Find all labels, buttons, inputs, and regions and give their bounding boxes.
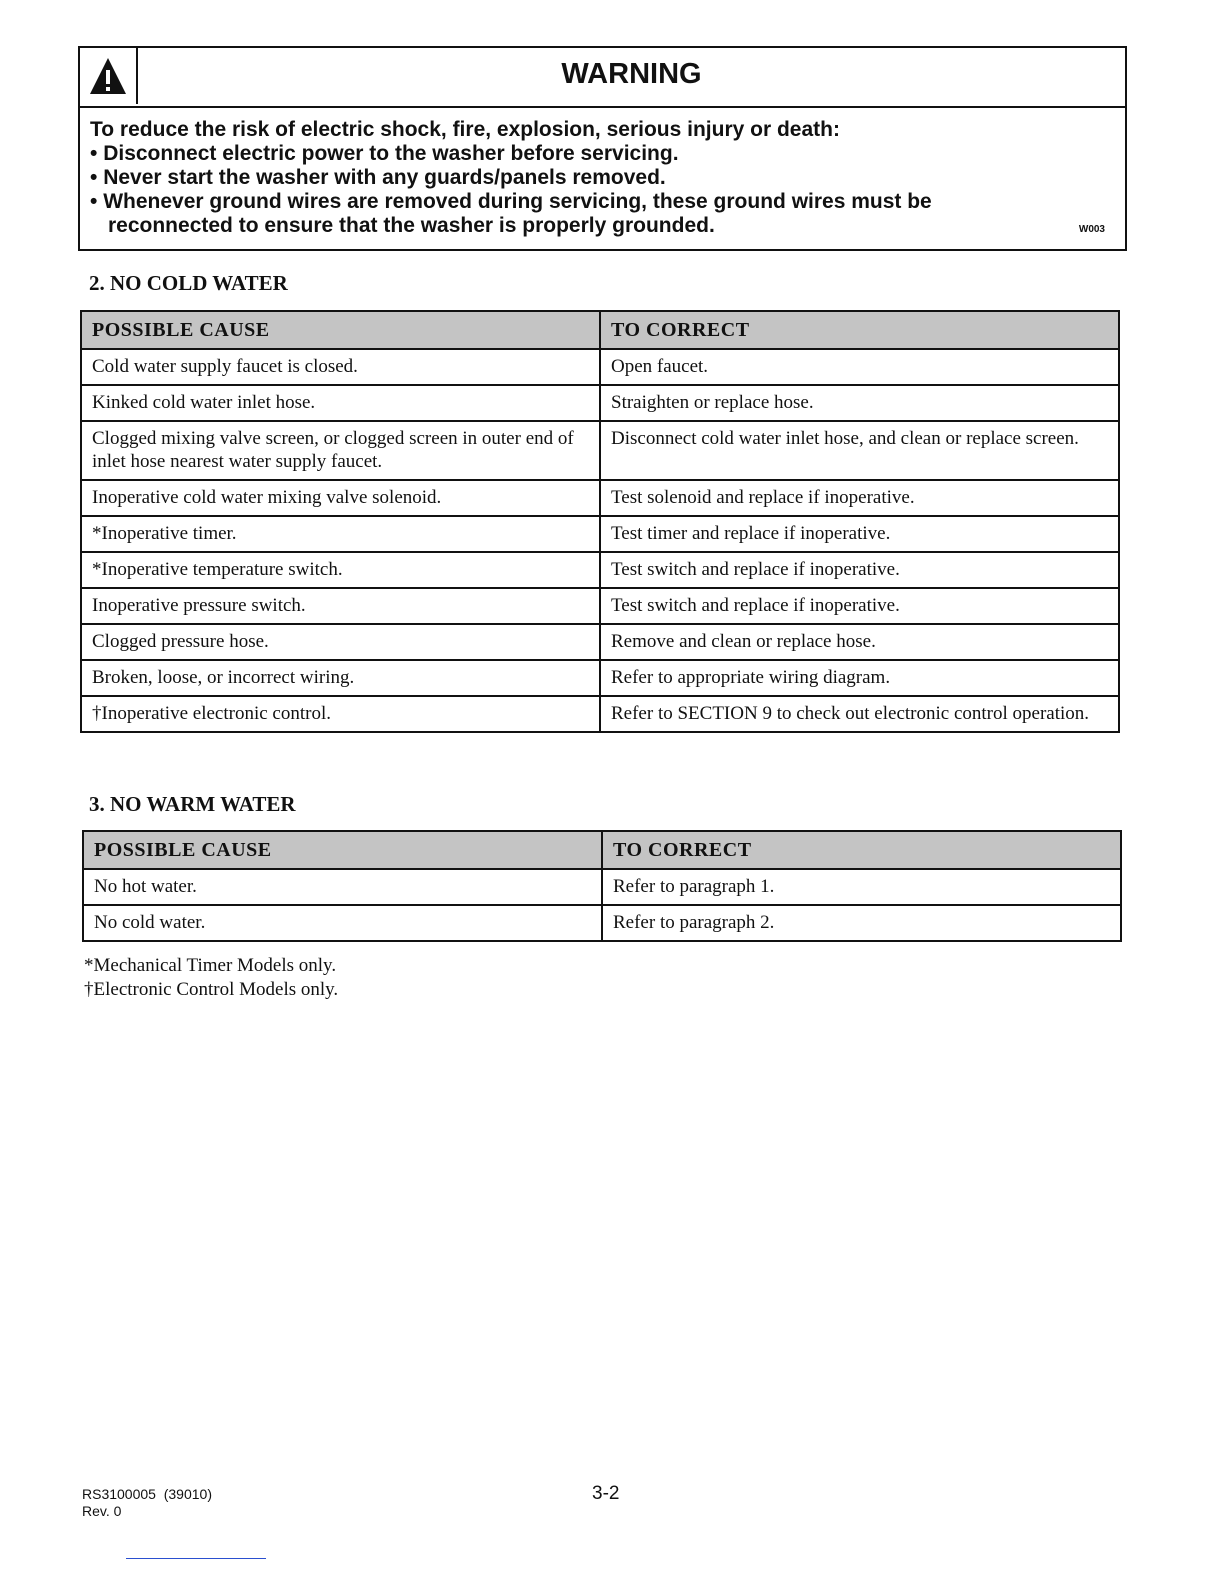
bullet-mark: • (90, 166, 98, 189)
footnote-mechanical-timer: *Mechanical Timer Models only. (84, 955, 337, 976)
correct-cell: Refer to paragraph 1. (602, 869, 1121, 905)
warning-bullet (90, 190, 1115, 238)
footnotes (84, 954, 338, 1002)
correct-cell: Refer to SECTION 9 to check out electronic control operation. (600, 696, 1119, 732)
cause-cell: †Inoperative electronic control. (81, 696, 600, 732)
warning-bullet-text: Disconnect electric power to the washer before servicing. (103, 142, 679, 165)
column-header-possible-cause: POSSIBLE CAUSE (83, 831, 602, 869)
warning-body (90, 118, 1115, 238)
table-row (81, 421, 1119, 480)
column-header-to-correct: TO CORRECT (600, 311, 1119, 349)
cause-cell: Clogged mixing valve screen, or clogged screen in outer end of inlet hose nearest water supply faucet. (81, 421, 600, 480)
table-row (81, 624, 1119, 660)
table-header-row (81, 311, 1119, 349)
correct-cell: Disconnect cold water inlet hose, and clean or replace screen. (600, 421, 1119, 480)
column-header-to-correct: TO CORRECT (602, 831, 1121, 869)
warning-bullet (90, 142, 1115, 166)
bottom-rule-divider (126, 1558, 266, 1559)
cause-cell: Inoperative pressure switch. (81, 588, 600, 624)
warning-bullet-continuation: reconnected to ensure that the washer is properly grounded. (108, 214, 715, 237)
correct-cell: Refer to appropriate wiring diagram. (600, 660, 1119, 696)
cause-cell: Inoperative cold water mixing valve solenoid. (81, 480, 600, 516)
table-row (81, 349, 1119, 385)
table-no-cold-water (80, 310, 1120, 733)
warning-intro: To reduce the risk of electric shock, fire, explosion, serious injury or death: (90, 118, 840, 141)
cause-cell: Broken, loose, or incorrect wiring. (81, 660, 600, 696)
correct-cell: Straighten or replace hose. (600, 385, 1119, 421)
table-row (81, 480, 1119, 516)
correct-cell: Test switch and replace if inoperative. (600, 552, 1119, 588)
warning-bullet-text: Whenever ground wires are removed during servicing, these ground wires must be (103, 190, 932, 213)
correct-cell: Test switch and replace if inoperative. (600, 588, 1119, 624)
section-title-no-cold-water: 2. NO COLD WATER (89, 271, 288, 295)
table-header-row (83, 831, 1121, 869)
warning-header (80, 48, 1125, 108)
footer-revision: Rev. 0 (82, 1503, 122, 1519)
footer-doc-info (82, 1486, 212, 1520)
table-row (81, 516, 1119, 552)
table-row (81, 385, 1119, 421)
warning-title: WARNING (561, 58, 702, 90)
table-row (81, 552, 1119, 588)
cause-cell: No cold water. (83, 905, 602, 941)
table-row (81, 696, 1119, 732)
warning-icon-cell (80, 48, 138, 104)
correct-cell: Test solenoid and replace if inoperative. (600, 480, 1119, 516)
footer-doc-number: RS3100005 (39010) (82, 1486, 212, 1502)
bullet-mark: • (90, 142, 98, 165)
warning-bullet (90, 166, 1115, 190)
table-row (81, 588, 1119, 624)
footnote-electronic-control: †Electronic Control Models only. (84, 979, 339, 1000)
warning-code: W003 (1078, 224, 1105, 235)
cause-cell: Cold water supply faucet is closed. (81, 349, 600, 385)
correct-cell: Remove and clean or replace hose. (600, 624, 1119, 660)
cause-cell: Clogged pressure hose. (81, 624, 600, 660)
warning-triangle-icon (88, 56, 128, 96)
section-title-no-warm-water: 3. NO WARM WATER (89, 792, 296, 816)
cause-cell: No hot water. (83, 869, 602, 905)
table-row (83, 905, 1121, 941)
warning-box (78, 46, 1127, 251)
correct-cell: Open faucet. (600, 349, 1119, 385)
table-row (81, 660, 1119, 696)
bullet-mark: • (90, 190, 98, 213)
column-header-possible-cause: POSSIBLE CAUSE (81, 311, 600, 349)
cause-cell: *Inoperative timer. (81, 516, 600, 552)
cause-cell: Kinked cold water inlet hose. (81, 385, 600, 421)
table-no-warm-water (82, 830, 1122, 942)
page-number: 3-2 (592, 1483, 620, 1504)
cause-cell: *Inoperative temperature switch. (81, 552, 600, 588)
correct-cell: Test timer and replace if inoperative. (600, 516, 1119, 552)
correct-cell: Refer to paragraph 2. (602, 905, 1121, 941)
warning-bullet-text: Never start the washer with any guards/panels removed. (103, 166, 666, 189)
table-row (83, 869, 1121, 905)
